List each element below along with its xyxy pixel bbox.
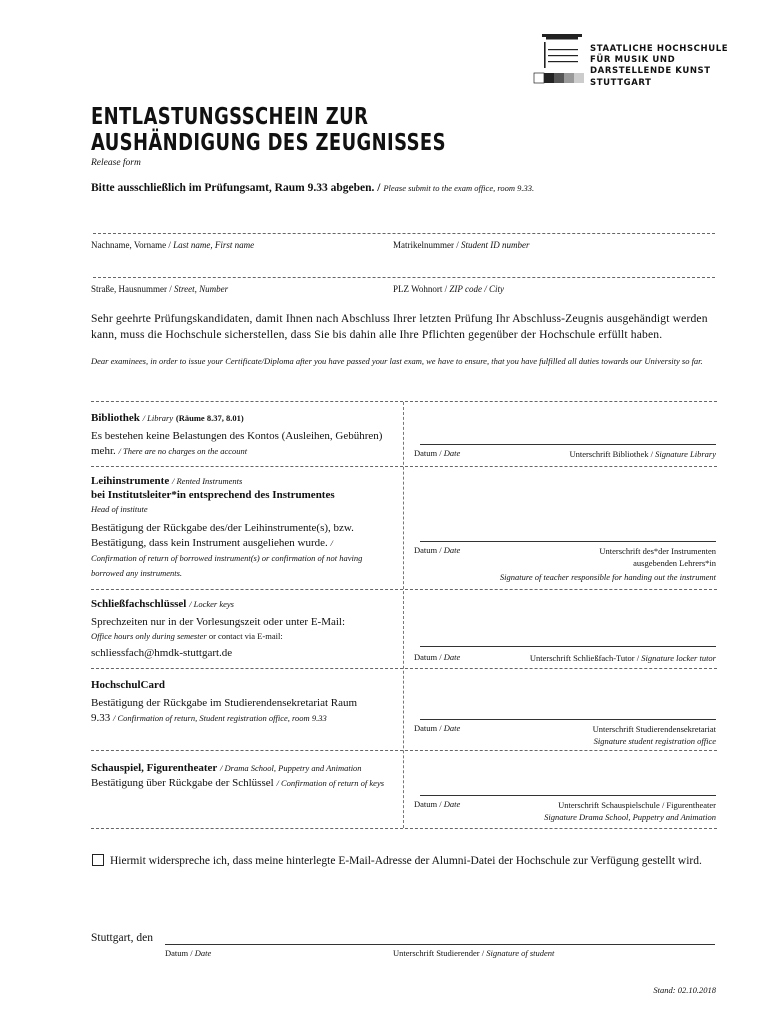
instruments-body-en: Confirmation of return of borrowed instrument(s) or confirmation of not having borrowed any instruments.	[91, 553, 363, 578]
hochschulcard-body: Bestätigung der Rückgabe im Studierendensekretariat Raum 9.33	[91, 697, 358, 724]
locker-signature-label: Unterschrift Schließfach-Tutor / Signature locker tutor	[529, 653, 716, 663]
submission-instruction	[91, 182, 534, 194]
locker-title: Schließfachschlüssel	[91, 598, 187, 610]
school-name-line: STAATLICHE HOCHSCHULE	[590, 44, 729, 54]
name-field-line[interactable]	[93, 233, 715, 234]
library-signature-line[interactable]	[420, 444, 716, 445]
instruments-section: Leihinstrumente / Rented Instruments bei Institutsleiter*in entsprechend des Instrumentes Head of institute Bestätigung der Rückgabe des/der Leihinstrumente(s), bzw. Bestätigung, dass kein Instrument ausgeliehen wurde. / Confirmation of return of borrowed instrument(s) or confirmation of not having borrowed any instruments.	[91, 475, 401, 581]
place-date-label: Stuttgart, den	[91, 932, 153, 944]
hochschulcard-title: HochschulCard	[91, 679, 165, 691]
column-divider	[403, 402, 404, 828]
instruction-de: Bitte ausschließlich im Prüfungsamt, Raum 9.33 abgeben.	[91, 182, 375, 194]
locker-body-en2: or contact via E-mail:	[208, 631, 283, 641]
school-logo-icon	[532, 33, 588, 85]
hochschulcard-signature-label: Unterschrift Studierendensekretariat Signature student registration office	[592, 724, 716, 746]
library-signature-label: Unterschrift Bibliothek / Signature Library	[569, 449, 716, 459]
section-divider	[91, 668, 717, 669]
library-body-en: There are no charges on the account	[123, 446, 248, 456]
instruments-date-label: Datum / Date	[414, 545, 461, 555]
version-stamp: Stand: 02.10.2018	[653, 985, 716, 995]
library-body: Es bestehen keine Belastungen des Kontos (Ausleihen, Gebühren) mehr.	[91, 430, 383, 457]
school-name-line: DARSTELLENDE KUNST	[590, 66, 711, 77]
hochschulcard-signature-line[interactable]	[420, 719, 716, 720]
hochschulcard-section: HochschulCard Bestätigung der Rückgabe im Studierendensekretariat Raum 9.33 / Confirmation of return, Student registration office, room 9.33	[91, 678, 401, 726]
instruments-body: Bestätigung der Rückgabe des/der Leihinstrumente(s), bzw. Bestätigung, dass kein Instrument ausgeliehen wurde.	[91, 522, 354, 549]
library-date-label: Datum / Date	[414, 448, 461, 458]
library-title: Bibliothek	[91, 412, 140, 424]
library-rooms: (Räume 8.37, 8.01)	[175, 413, 244, 423]
instruments-subtitle-en: Head of institute	[91, 504, 148, 514]
school-name-line: FÜR MUSIK UND	[590, 55, 676, 66]
section-divider	[91, 466, 717, 467]
alumni-optout-checkbox[interactable]	[92, 854, 104, 866]
instruction-en: Please submit to the exam office, room 9.33.	[383, 183, 535, 193]
page-subtitle: Release form	[91, 158, 141, 168]
page-title	[91, 104, 546, 156]
section-divider	[91, 750, 717, 751]
plz-field-label: PLZ Wohnort / ZIP code / City	[393, 284, 504, 294]
hochschulcard-date-label: Datum / Date	[414, 723, 461, 733]
library-title-en: Library	[147, 413, 174, 423]
section-divider	[91, 401, 717, 402]
locker-body-en: Office hours only during semester	[91, 631, 207, 641]
student-signature-label: Unterschrift Studierender / Signature of student	[393, 948, 555, 958]
drama-body-en: Confirmation of return of keys	[280, 778, 385, 788]
drama-date-label: Datum / Date	[414, 799, 461, 809]
matrikel-field-label: Matrikelnummer / Student ID number	[393, 240, 530, 250]
street-field-label: Straße, Hausnummer / Street, Number	[91, 284, 229, 294]
footer-date-label: Datum / Date	[165, 948, 212, 958]
address-field-line[interactable]	[93, 277, 715, 278]
school-name-line: STUTTGART	[590, 77, 652, 88]
intro-text-de: Sehr geehrte Prüfungskandidaten, damit Ihnen nach Abschluss Ihrer letzten Prüfung Ihr Abschluss-Zeugnis ausgehändigt werden kann, muss die Hochschule sicherstellen, dass Sie bis dahin alle Ihre Pflichten gegenüber der Hochschule erfüllt haben.	[91, 312, 708, 341]
alumni-optout-label: Hiermit widerspreche ich, dass meine hinterlegte E-Mail-Adresse der Alumni-Datei der Hochschule zur Verfügung gestellt wird.	[110, 855, 702, 867]
section-divider	[91, 828, 717, 829]
drama-title: Schauspiel, Figurentheater	[91, 762, 218, 774]
page-title-line2: AUSHÄNDIGUNG DES ZEUGNISSES	[91, 130, 446, 156]
drama-signature-line[interactable]	[420, 795, 716, 796]
locker-date-label: Datum / Date	[414, 652, 461, 662]
locker-signature-line[interactable]	[420, 646, 716, 647]
instruction-separator: /	[374, 182, 384, 194]
drama-signature-label: Unterschrift Schauspielschule / Figurentheater Signature Drama School, Puppetry and Animation	[544, 800, 716, 822]
instruments-signature-line[interactable]	[420, 541, 716, 542]
drama-section: Schauspiel, Figurentheater / Drama School, Puppetry and Animation Bestätigung über Rückgabe der Schlüssel / Confirmation of return of keys	[91, 762, 385, 789]
instruments-title-en: Rented Instruments	[176, 476, 243, 486]
section-divider	[91, 589, 717, 590]
instruments-title: Leihinstrumente	[91, 475, 170, 487]
student-signature-line[interactable]	[165, 944, 715, 945]
drama-body: Bestätigung über Rückgabe der Schlüssel	[91, 777, 274, 789]
instruments-subtitle: bei Institutsleiter*in entsprechend des Instrumentes	[91, 489, 335, 501]
locker-section: Schließfachschlüssel / Locker keys Sprechzeiten nur in der Vorlesungszeit oder unter E-Mail: Office hours only during semester or contact via E-mail: schliessfach@hmdk-stuttgart.de	[91, 597, 401, 661]
intro-text-en: Dear examinees, in order to issue your Certificate/Diploma after you have passed your last exam, we have to ensure, that you have fulfilled all duties towards our University so far.	[91, 356, 703, 366]
name-field-label: Nachname, Vorname / Last name, First name	[91, 240, 255, 250]
locker-body: Sprechzeiten nur in der Vorlesungszeit oder unter E-Mail:	[91, 616, 346, 628]
school-name	[590, 44, 728, 89]
hochschulcard-body-en: Confirmation of return, Student registration office, room 9.33	[117, 713, 327, 723]
locker-title-en: Locker keys	[193, 599, 234, 609]
page-title-line1: ENTLASTUNGSSCHEIN ZUR	[91, 104, 369, 130]
library-section: Bibliothek / Library (Räume 8.37, 8.01) Es bestehen keine Belastungen des Kontos (Ausleihen, Gebühren) mehr. / There are no charges on the account	[91, 412, 383, 457]
locker-email[interactable]: schliessfach@hmdk-stuttgart.de	[91, 647, 233, 659]
instruments-signature-label: Unterschrift des*der Instrumenten ausgebenden Lehrers*in Signature of teacher responsible for handing out the instrument	[499, 546, 716, 582]
drama-title-en: Drama School, Puppetry and Animation	[224, 763, 362, 773]
